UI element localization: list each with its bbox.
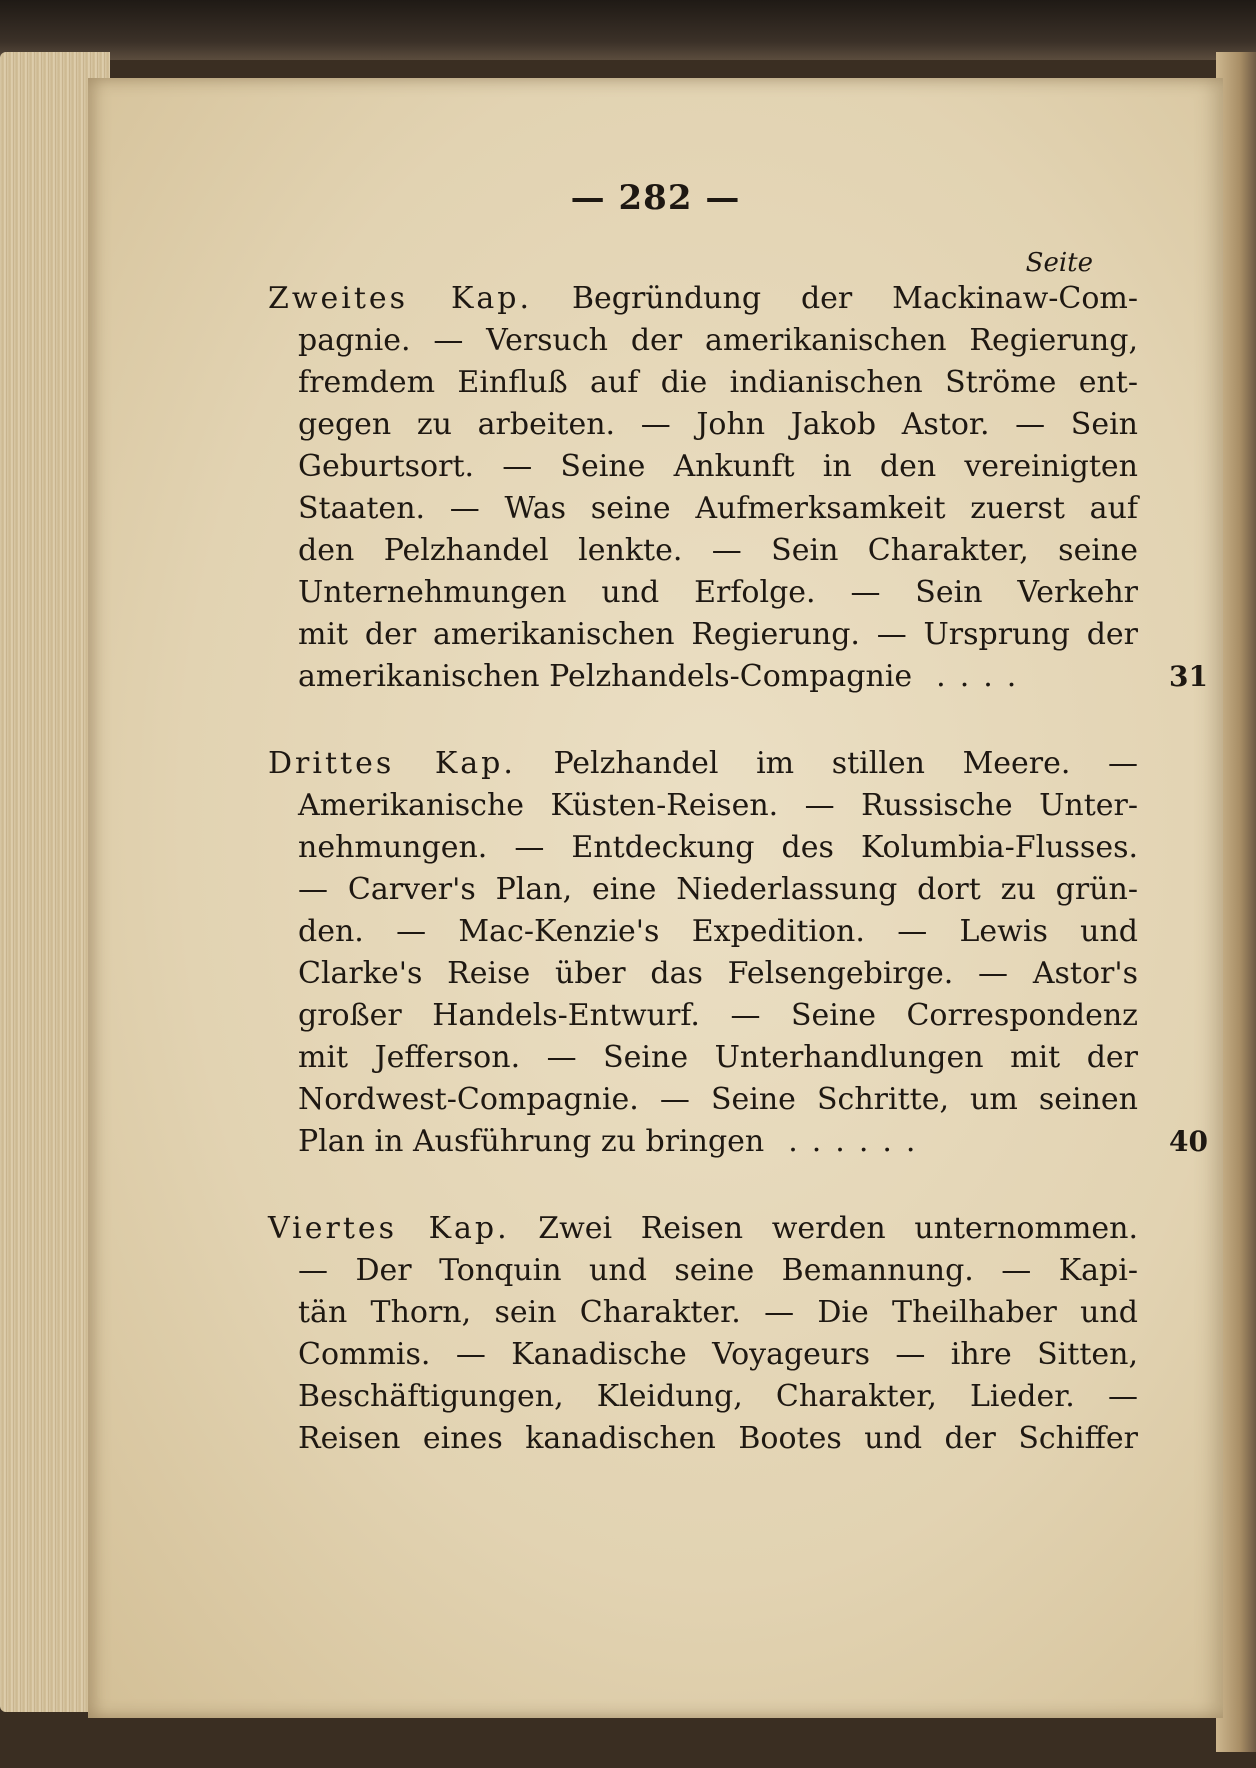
toc-line: [268, 1121, 1208, 1163]
chapter-heading: Drittes Kap.: [268, 746, 516, 781]
toc-line: Clarke's Reise über das Felsengebirge. — Astor's: [298, 956, 1138, 991]
toc-line: großer Handels-Entwurf. — Seine Correspondenz: [298, 998, 1138, 1033]
toc-text: Plan in Ausführung zu bringen: [298, 1124, 765, 1159]
toc-line: Geburtsort. — Seine Ankunft in den vereinigten: [298, 449, 1138, 484]
toc-line: gegen zu arbeiten. — John Jakob Astor. — Sein: [298, 407, 1138, 442]
toc-text: Zwei Reisen werden unternommen.: [538, 1211, 1139, 1246]
book-cover-top: [0, 0, 1256, 60]
toc-line: Beschäftigungen, Kleidung, Charakter, Lieder. —: [298, 1379, 1138, 1414]
chapter-heading: Viertes Kap.: [268, 1211, 510, 1246]
toc-line: [268, 656, 1208, 698]
chapter-heading: Zweites Kap.: [268, 281, 533, 316]
toc-line: — Carver's Plan, eine Niederlassung dort zu grün-: [298, 872, 1138, 907]
toc-line: [268, 743, 1138, 785]
toc-line: pagnie. — Versuch der amerikanischen Regierung,: [298, 323, 1138, 358]
toc-text: Begründung der Mackinaw-Com-: [571, 281, 1138, 316]
toc-line: nehmungen. — Entdeckung des Kolumbia-Flusses.: [298, 830, 1138, 865]
toc-entry-zweites-kap: [268, 278, 1208, 698]
toc-line: Amerikanische Küsten-Reisen. — Russische Unter-: [298, 788, 1138, 823]
toc-line: Reisen eines kanadischen Bootes und der Schiffer: [298, 1421, 1138, 1456]
toc-line: mit der amerikanischen Regierung. — Ursprung der: [298, 617, 1138, 652]
toc-line: [268, 278, 1138, 320]
toc-entry-viertes-kap: [268, 1208, 1138, 1460]
toc-line: Nordwest-Compagnie. — Seine Schritte, um seinen: [298, 1082, 1138, 1117]
toc-line: Staaten. — Was seine Aufmerksamkeit zuerst auf: [298, 491, 1138, 526]
dot-leader: ....: [936, 659, 1031, 694]
toc-line: den Pelzhandel lenkte. — Sein Charakter, seine: [298, 533, 1138, 568]
toc-line: fremdem Einfluß auf die indianischen Ströme ent-: [298, 365, 1138, 400]
page-reference: 40: [1169, 1125, 1208, 1158]
toc-line: den. — Mac-Kenzie's Expedition. — Lewis und: [298, 914, 1138, 949]
toc-line: Commis. — Kanadische Voyageurs — ihre Sitten,: [298, 1337, 1138, 1372]
page-reference: 31: [1169, 660, 1208, 693]
toc-line: Unternehmungen und Erfolge. — Sein Verkehr: [298, 575, 1138, 610]
toc-line: mit Jefferson. — Seine Unterhandlungen mit der: [298, 1040, 1138, 1075]
toc-line: — Der Tonquin und seine Bemannung. — Kapi-: [298, 1253, 1138, 1288]
page-number: — 282 —: [570, 178, 741, 218]
toc-text: amerikanischen Pelzhandels-Compagnie: [298, 659, 913, 694]
seite-column-label: Seite: [1025, 248, 1093, 278]
book-page: [88, 78, 1223, 1718]
toc-line: tän Thorn, sein Charakter. — Die Theilhaber und: [298, 1295, 1138, 1330]
dot-leader: ......: [788, 1124, 930, 1159]
toc-line: [268, 1208, 1138, 1250]
toc-text: Pelzhandel im stillen Meere. —: [553, 746, 1138, 781]
toc-entry-drittes-kap: [268, 743, 1208, 1163]
